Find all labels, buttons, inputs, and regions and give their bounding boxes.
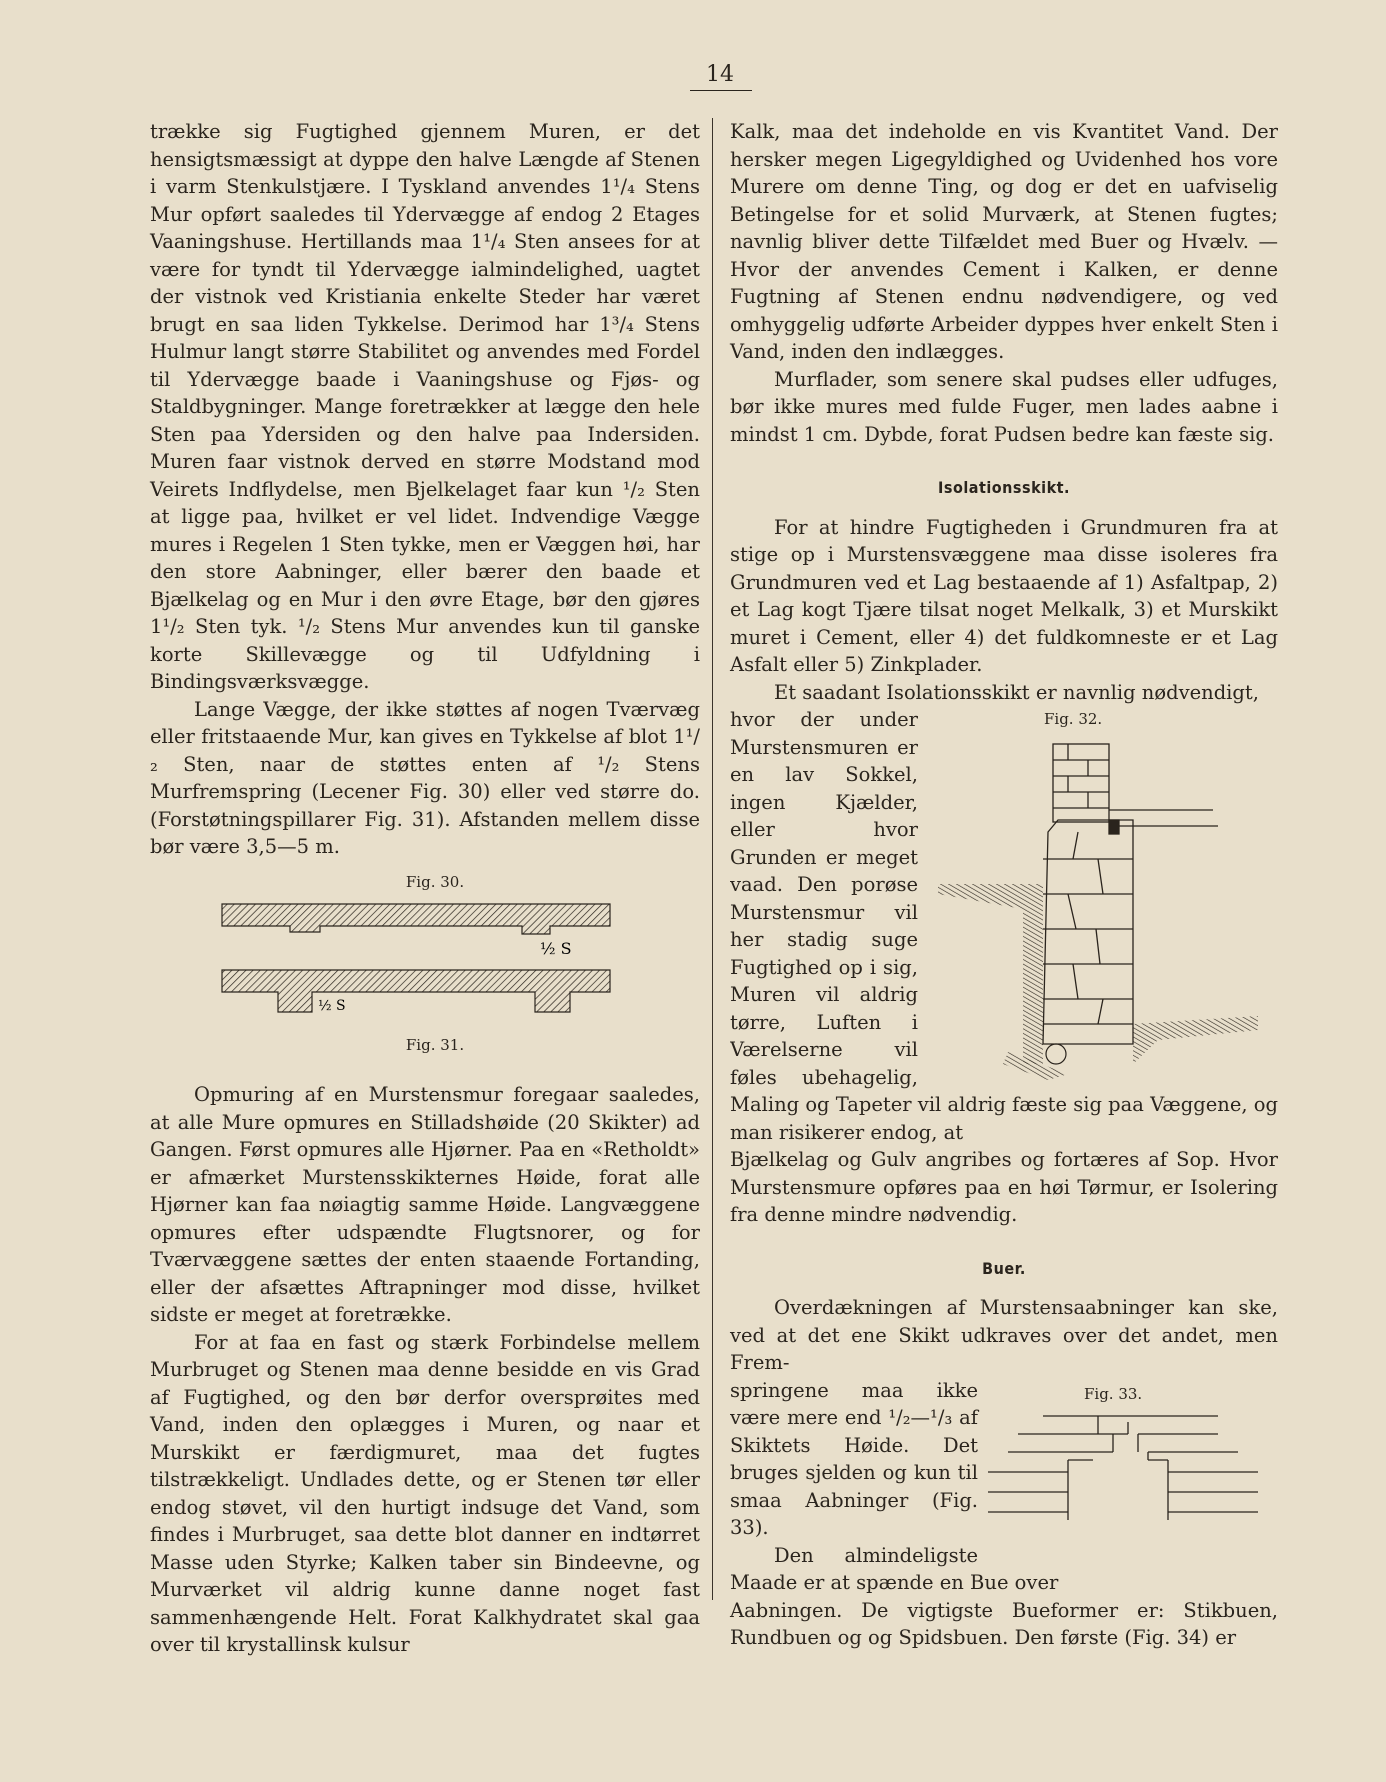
right-column — [730, 118, 1278, 1652]
paragraph: Lange Vægge, der ikke støttes af nogen Tværvæg eller fritstaaende Mur, kan gives en Tykkelse af blot 1¹/₂ Sten, naar de støttes enten af ¹/₂ Stens Murfremspring (Lecener Fig. 30) eller ved større do. (Forstøtningspillarer Fig. 31). Afstanden mellem disse bør være 3,5—5 m. — [150, 697, 700, 858]
figure-30 — [150, 869, 700, 1060]
section-heading: Buer. — [982, 1258, 1026, 1278]
paragraph: Murflader, som senere skal pudses eller udfuges, bør ikke mures med fulde Fuger, men lades aabne i mindst 1 cm. Dybde, forat Pudsen bedre kan fæste sig. — [730, 367, 1278, 446]
left-column — [150, 118, 700, 1659]
figure-caption: Fig. 32. — [1044, 710, 1103, 728]
paragraph: Overdækningen af Murstensaabninger kan ske, ved at det ene Skikt udkraves over det andet, men Frem- — [730, 1296, 1278, 1374]
wall-section-drawing — [150, 896, 700, 1026]
page-number: 14 — [706, 62, 734, 87]
foundation-section-drawing — [928, 734, 1278, 1094]
paragraph: Aabningen. De vigtigste Bueformer er: Stikbuen, Rundbuen og og Spidsbuen. Den første (Fig. 34) er — [730, 1598, 1278, 1649]
figure-33 — [988, 1377, 1278, 1547]
paragraph: Bjælkelag og Gulv angribes og fortæres af Sop. Hvor Murstensmure opføres paa en høi Tørmur, er Isolering fra denne mindre nødvendig. — [730, 1148, 1278, 1226]
paragraph: trække sig Fugtighed gjennem Muren, er det hensigtsmæssigt at dyppe den halve Længde af Stenen i varm Stenkulstjære. I Tyskland anvendes 1¹/₄ Stens Mur opført saaledes til Ydervægge af endog 2 Etages Vaaningshuse. Hertillands maa 1¹/₄ Sten ansees for at være for tyndt til Ydervægge ialmindelighed, uagtet der vistnok ved Kristiania enkelte Steder har været brugt en saa liden Tykkelse. Derimod har 1³/₄ Stens Hulmur langt større Stabilitet og anvendes med Fordel til Ydervægge baade i Vaaningshuse og Fjøs- og Staldbygninger. Mange foretrækker at lægge den hele Sten paa Ydersiden og den halve paa Indersiden. Muren faar vistnok derved en større Modstand mod Veirets Indflydelse, men Bjelkelaget faar kun ¹/₂ Sten at ligge paa, hvilket er vel lidet. Indvendige Vægge mures i Regelen 1 Sten tykke, men er Væggen høi, har den store Aabninger, eller bærer den baade et Bjælkelag og en Mur i den øvre Etage, bør den gjøres 1¹/₂ Sten tyk. ¹/₂ Stens Mur anvendes kun til ganske korte Skillevægge og til Udfyldning i Bindingsværksvægge. — [150, 120, 700, 693]
paragraph: Opmuring af en Murstensmur foregaar saaledes, at alle Mure opmures en Stilladshøide (20 Skikter) ad Gangen. Først opmures alle Hjørner. Paa en «Retholdt» er afmærket Murstensskikternes Høide, forat alle Hjørner kan faa nøiagtig samme Høide. Langvæggene opmures efter udspændte Flugtsnorer, og for Tværvæggene sættes der enten staaende Fortanding, eller der afsættes Aftrapninger mod disse, hvilket sidste er meget at foretrække. — [150, 1083, 700, 1326]
paragraph: Den almindeligste Maade er at spænde en Bue over — [730, 1543, 1059, 1594]
figure-caption: Fig. 30. — [405, 872, 465, 891]
paragraph: For at faa en fast og stærk Forbindelse mellem Murbruget og Stenen maa denne besidde en vis Grad af Fugtighed, og den bør derfor oversprøites med Vand, inden den oplægges i Muren, og naar et Murskikt er færdigmuret, maa det fugtes tilstrækkeligt. Undlades dette, og er Stenen tør eller endog støvet, vil den hurtigt indsuge det Vand, som findes i Murbruget, saa dette blot danner en indtørret Masse uden Styrke; Kalken taber sin Bindeevne, og Murværket vil aldrig kunne danne noget fast sammenhængende Helt. Forat Kalkhydratet skal gaa over til krystallinsk kulsur — [150, 1330, 700, 1656]
corbel-arch-drawing — [988, 1408, 1278, 1548]
paragraph: hvor der under Murstensmuren er en lav Sokkel, ingen Kjælder, eller hvor Grunden er meget vaad. Den porøse Murstensmur vil her stadig suge Fugtighed op i sig, Muren vil aldrig tørre, Luften i Værelserne vil føles ubehagelig, Maling og Tapeter vil aldrig fæste sig paa Væggene, og man risikerer endog, at — [730, 708, 1278, 1144]
figure-caption: Fig. 31. — [405, 1035, 465, 1054]
figure-32-wrap — [730, 706, 1278, 1146]
paragraph: springene maa ikke være mere end ¹/₂—¹/₃ af Skiktets Høide. Det bruges sjelden og kun til smaa Aabninger (Fig. 33). — [730, 1378, 978, 1539]
figure-32 — [928, 706, 1278, 1090]
page-number-rule — [690, 90, 752, 91]
paragraph: Kalk, maa det indeholde en vis Kvantitet Vand. Der hersker megen Ligegyldighed og Uvidenhed hos vore Murere om denne Ting, og dog er det en uafviselig Betingelse for et solid Murværk, at Stenen fugtes; navnlig bliver dette Tilfældet med Buer og Hvælv. — Hvor der anvendes Cement i Kalken, er denne Fugtning af Stenen endnu nødvendigere, og ved omhyggelig udførte Arbeider dyppes hver enkelt Sten i Vand, inden den indlægges. — [730, 120, 1278, 363]
section-heading: Isolationsskikt. — [938, 478, 1070, 497]
figure-caption: Fig. 33. — [1084, 1384, 1143, 1403]
dimension-label: ½ S — [540, 939, 572, 958]
paragraph: Et saadant Isolationsskikt er navnlig nødvendigt, — [774, 680, 1259, 704]
column-divider — [712, 118, 713, 1600]
dimension-label: ½ S — [318, 998, 346, 1014]
figure-33-wrap — [730, 1377, 1278, 1597]
paragraph: For at hindre Fugtigheden i Grundmuren fra at stige op i Murstensvæggene maa disse isoleres fra Grundmuren ved et Lag bestaaende af 1) Asfaltpap, 2) et Lag kogt Tjære tilsat noget Melkalk, 3) et Murskikt muret i Cement, eller 4) det fuldkomneste er et Lag Asfalt eller 5) Zinkplader. — [730, 515, 1278, 676]
